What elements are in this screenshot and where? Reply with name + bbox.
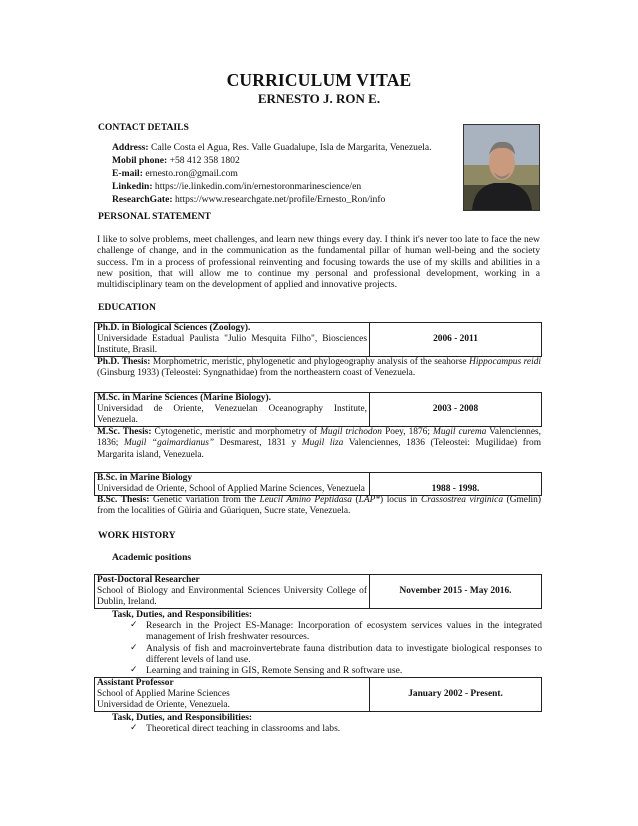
phd-thesis-text-a: Morphometric, meristic, phylogenetic and phylogeography analysis of the seahorse <box>150 357 470 367</box>
bsc-locus: Leucil Amino Peptidasa <box>259 495 352 505</box>
linkedin-value[interactable]: https://ie.linkedin.com/in/ernestoronmarinescience/en <box>152 181 362 192</box>
assistant-tasks-label: Task, Duties, and Responsibilities: <box>112 712 253 723</box>
email-value[interactable]: ernesto.ron@gmail.com <box>142 168 238 179</box>
task-text: Theoretical direct teaching in classrooms and labs. <box>146 723 341 734</box>
postdoc-dates: November 2015 - May 2016. <box>370 575 542 609</box>
list-item <box>130 723 542 734</box>
msc-thesis-text-b: Poey, 1876; <box>382 427 434 437</box>
address-value: Calle Costa el Agua, Res. Valle Guadalupe, Isla de Margarita, Venezuela. <box>148 142 432 153</box>
bsc-institution: Universidad de Oriente, School of Applied Marine Sciences, Venezuela <box>97 484 365 494</box>
portrait-image <box>464 125 539 210</box>
list-item <box>130 620 542 643</box>
person-name: ERNESTO J. RON E. <box>257 91 381 106</box>
msc-species-3: Mugil “gaimardianus” <box>123 438 215 449</box>
contact-details <box>112 141 452 206</box>
postdoc-tasks-label: Task, Duties, and Responsibilities: <box>112 609 253 620</box>
msc-species-4: Mugil liza <box>301 438 344 449</box>
academic-positions-heading: Academic positions <box>112 552 192 563</box>
check-icon: ✓ <box>130 642 138 653</box>
bsc-thesis-text-b: ( <box>351 495 359 505</box>
mobile-line <box>112 154 452 167</box>
address-line <box>112 141 452 154</box>
assistant-task-list <box>130 723 542 734</box>
bsc-thesis <box>97 495 541 518</box>
phd-degree: Ph.D. in Biological Sciences (Zoology). <box>97 323 251 333</box>
bsc-thesis-text-d: (Gmelin) from the localities of Güiria and Güariquen, Sucre state, Venezuela. <box>97 495 541 517</box>
bsc-thesis-text-a: Genetic variation from the <box>149 495 260 505</box>
assistant-cell <box>95 678 370 712</box>
work-history-heading: WORK HISTORY <box>98 530 176 541</box>
bsc-table <box>94 472 542 496</box>
msc-thesis-text-c: Valenciennes, 1836; <box>97 427 541 449</box>
task-text: Analysis of fish and macroinvertebrate fauna distribution data to investigate biological responses to different levels of land use. <box>146 642 542 665</box>
bsc-dates: 1988 - 1998. <box>370 473 542 496</box>
assistant-dates: January 2002 - Present. <box>370 678 542 712</box>
assistant-org-1: School of Applied Marine Sciences <box>97 689 230 699</box>
phd-table <box>94 322 542 357</box>
list-item <box>130 643 542 666</box>
phd-institution: Universidade Estadual Paulista "Julio Mesquita Filho", Biosciences Institute, Brasil. <box>97 334 367 355</box>
task-text: Research in the Project ES-Manage: Incorporation of ecosystem services values in the integrated management of Irish freshwater resources. <box>146 620 542 643</box>
check-icon: ✓ <box>130 620 138 630</box>
msc-thesis-label: M.Sc. Thesis: <box>97 427 152 437</box>
msc-degree: M.Sc. in Marine Sciences (Marine Biology). <box>97 393 271 403</box>
email-line <box>112 167 452 180</box>
phd-thesis-species: Hippocampus reidi <box>469 357 541 367</box>
address-label: Address: <box>112 142 149 153</box>
phd-thesis-text-b: (Ginsburg 1933) (Teleostei: Syngnathidae) from the northeastern coast of Venezuela. <box>97 368 416 379</box>
msc-species-2: Mugil curema <box>433 427 487 437</box>
mobile-label: Mobil phone: <box>112 155 168 166</box>
mobile-value: +58 412 358 1802 <box>167 155 240 166</box>
phd-thesis-label: Ph.D. Thesis: <box>97 357 151 367</box>
phd-cell <box>95 323 370 357</box>
msc-thesis-text-e: Valenciennes, 1836 (Teleostei: Mugilidae) from Margarita island, Venezuela. <box>97 438 541 460</box>
postdoc-title: Post-Doctoral Researcher <box>97 575 200 585</box>
bsc-thesis-text-c: ) locus in <box>379 495 421 505</box>
msc-thesis <box>97 427 541 461</box>
bsc-species: Crassostrea virginica <box>420 495 504 505</box>
postdoc-org: School of Biology and Environmental Sciences University College of Dublin, Ireland. <box>97 586 367 607</box>
personal-statement-heading: PERSONAL STATEMENT <box>98 211 211 222</box>
msc-dates: 2003 - 2008 <box>370 393 542 427</box>
email-label: E-mail: <box>112 168 143 179</box>
assistant-title: Assistant Professor <box>97 678 174 688</box>
bsc-thesis-label: B.Sc. Thesis: <box>97 495 150 505</box>
education-heading: EDUCATION <box>98 302 156 313</box>
task-text: Learning and training in GIS, Remote Sensing and R software use. <box>146 665 403 677</box>
document-title: CURRICULUM VITAE <box>226 70 412 90</box>
msc-thesis-text-d: Desmarest, 1831 y <box>214 438 302 449</box>
contact-heading: CONTACT DETAILS <box>98 122 189 133</box>
researchgate-value[interactable]: https://www.researchgate.net/profile/Ernesto_Ron/info <box>172 194 386 205</box>
bsc-lap: LAP* <box>358 495 380 505</box>
list-item <box>130 665 542 676</box>
msc-table <box>94 392 542 427</box>
postdoc-table <box>94 574 542 609</box>
linkedin-line <box>112 180 452 193</box>
msc-cell <box>95 393 370 427</box>
msc-species-1: Mugil trichodon <box>320 427 382 437</box>
researchgate-label: ResearchGate: <box>112 194 173 205</box>
researchgate-line <box>112 193 452 206</box>
check-icon: ✓ <box>130 665 138 676</box>
linkedin-label: Linkedin: <box>112 181 153 192</box>
msc-thesis-text-a: Cytogenetic, meristic and morphometry of <box>151 427 321 437</box>
bsc-degree: B.Sc. in Marine Biology <box>97 473 193 483</box>
phd-thesis <box>97 357 541 380</box>
postdoc-cell <box>95 575 370 609</box>
profile-photo <box>463 124 540 211</box>
msc-institution: Universidad de Oriente, Venezuelan Oceanography Institute, Venezuela. <box>97 404 367 425</box>
assistant-org-2: Universidad de Oriente, Venezuela. <box>97 700 230 710</box>
check-icon: ✓ <box>130 723 138 733</box>
phd-dates: 2006 - 2011 <box>370 323 542 357</box>
personal-statement-text: I like to solve problems, meet challenges, and learn new things every day. I think it's never too late to face the new challenge of change, and in the communication as the fundamental pillar of human well-being and the society success. I'm in a process of professional reinventing and focusing towards the use of my skills and abilities in a new position, that will allow me to continue my personal and professional development, working in a multidisciplinary team on the development of applied and innovative projects. <box>97 234 540 291</box>
bsc-cell <box>95 473 370 496</box>
postdoc-task-list <box>130 620 542 676</box>
assistant-table <box>94 677 542 712</box>
